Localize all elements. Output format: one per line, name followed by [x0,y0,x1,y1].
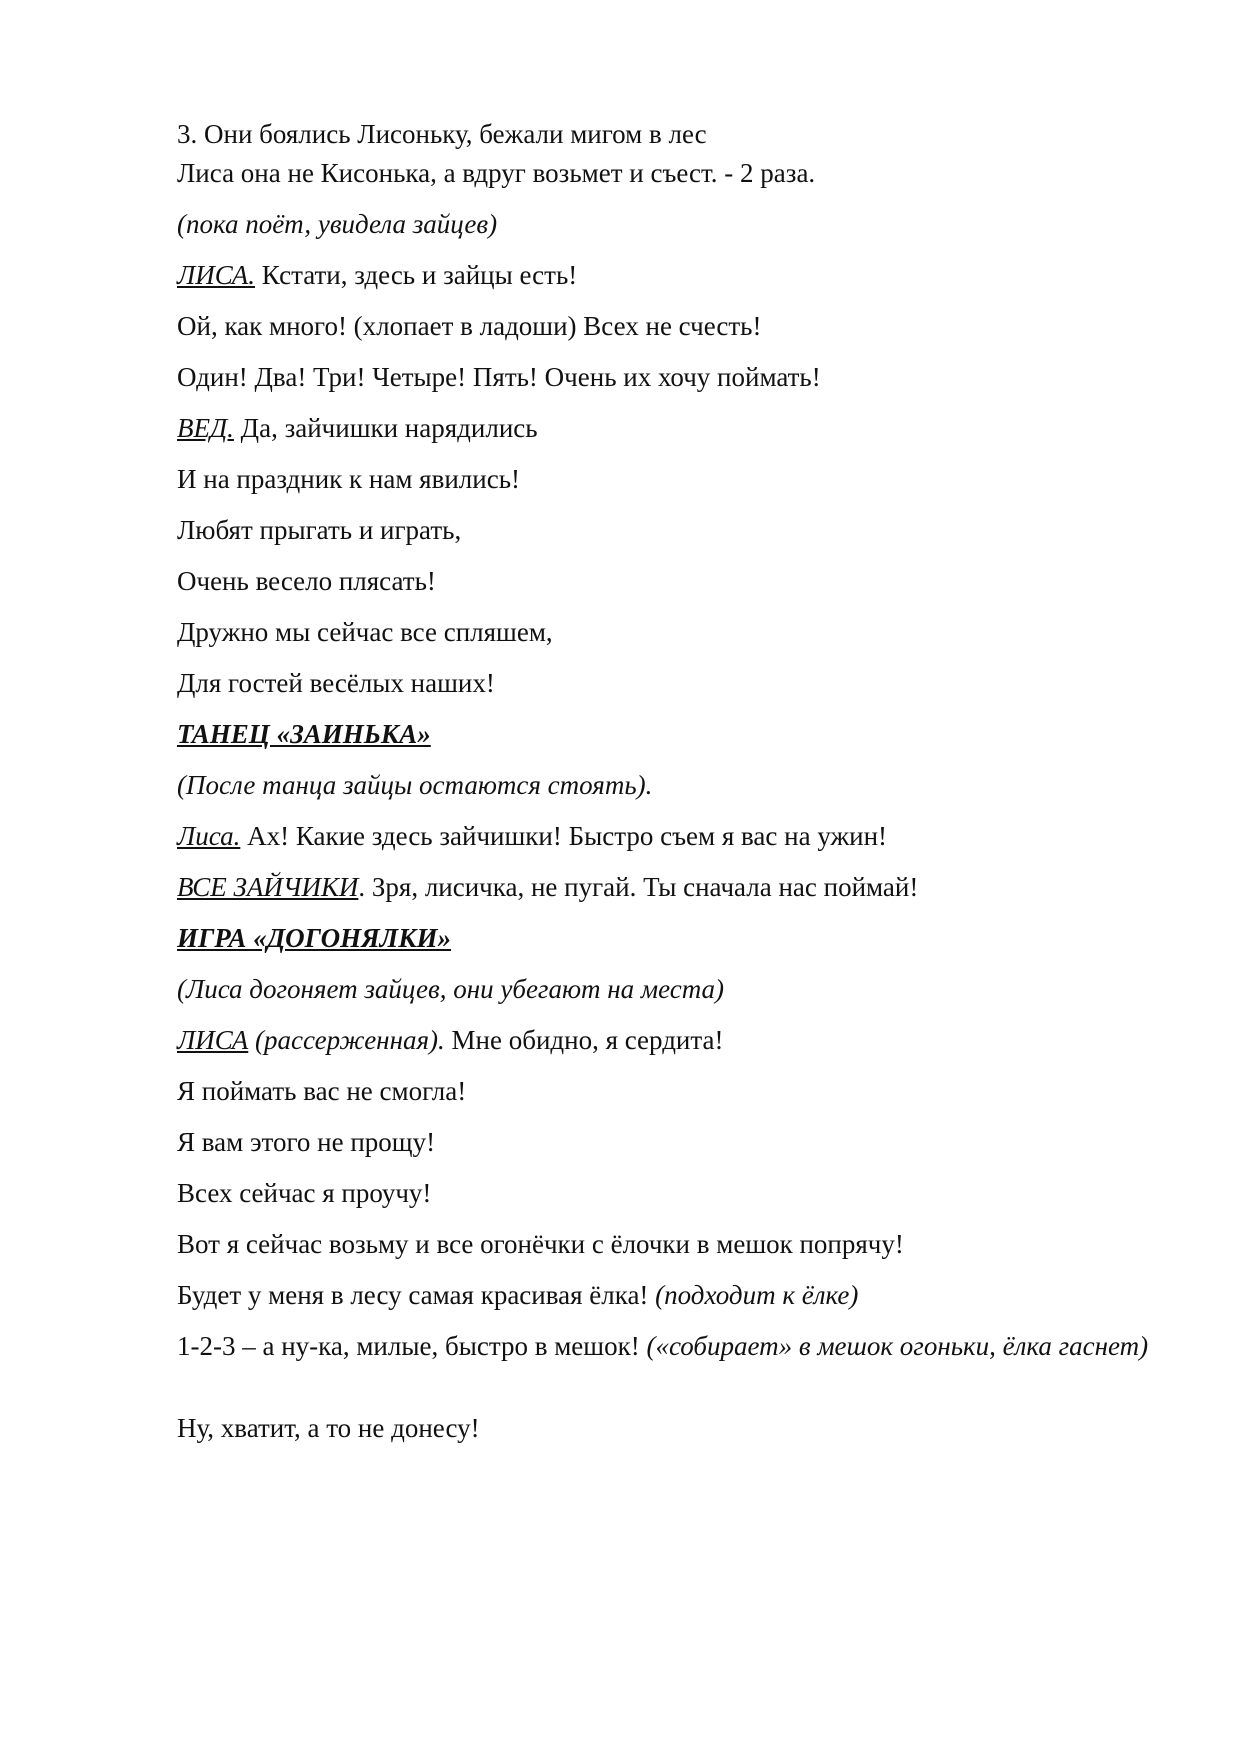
dialogue-line: Я вам этого не прощу! [177,1127,436,1157]
dialogue-line: Лиса. Ах! Какие здесь зайчишки! Быстро съем я вас на ужин! [177,821,888,851]
speaker-name: ВСЕ ЗАЙЧИКИ [177,872,359,902]
speaker-name: ЛИСА. [177,260,256,290]
verse-line: 3. Они боялись Лисоньку, бежали мигом в лес [177,119,707,149]
dialogue-line: ЛИСА (рассерженная). Мне обидно, я сердита! [177,1025,724,1055]
speaker-name: ВЕД. [177,413,234,443]
section-heading: ИГРА «ДОГОНЯЛКИ» [177,923,452,953]
dialogue-line: ВЕД. Да, зайчишки нарядились [177,413,538,443]
dialogue-line: Я поймать вас не смогла! [177,1076,467,1106]
stage-remark: (подходит к ёлке) [655,1280,859,1310]
dialogue-line: Один! Два! Три! Четыре! Пять! Очень их хочу поймать! [177,362,821,392]
dialogue-line: Дружно мы сейчас все спляшем, [177,617,553,647]
dialogue-line: Всех сейчас я проучу! [177,1178,432,1208]
dialogue-line: ЛИСА. Кстати, здесь и зайцы есть! [177,260,578,290]
section-heading: ТАНЕЦ «ЗАИНЬКА» [177,719,431,749]
dialogue-line: Вот я сейчас возьму и все огонёчки с ёлочки в мешок попрячу! [177,1229,904,1259]
stage-direction: (Лиса догоняет зайцев, они убегают на места) [177,974,725,1004]
dialogue-line: Будет у меня в лесу самая красивая ёлка! (подходит к ёлке) [177,1280,859,1310]
stage-direction: (пока поёт, увидела зайцев) [177,209,498,239]
dialogue-line: Ну, хватит, а то не донесу! [177,1413,480,1443]
dialogue-line: Очень весело плясать! [177,566,436,596]
stage-remark: (рассерженная). [248,1025,445,1055]
speaker-name: ЛИСА [177,1025,249,1055]
dialogue-line: ВСЕ ЗАЙЧИКИ. Зря, лисичка, не пугай. Ты сначала нас поймай! [177,872,919,902]
stage-remark: («собирает» в мешок огоньки, ёлка гаснет) [646,1331,1149,1361]
stage-direction: (После танца зайцы остаются стоять). [177,770,653,800]
dialogue-line: И на праздник к нам явились! [177,464,521,494]
dialogue-line: Для гостей весёлых наших! [177,668,495,698]
dialogue-line: Ой, как много! (хлопает в ладоши) Всех не счесть! [177,311,762,341]
verse-line: Лиса она не Кисонька, а вдруг возьмет и съест. - 2 раза. [177,158,816,188]
dialogue-line: Любят прыгать и играть, [177,515,462,545]
speaker-name: Лиса. [177,821,241,851]
dialogue-line: 1-2-3 – а ну-ка, милые, быстро в мешок! («собирает» в мешок огоньки, ёлка гаснет) [177,1331,1149,1361]
